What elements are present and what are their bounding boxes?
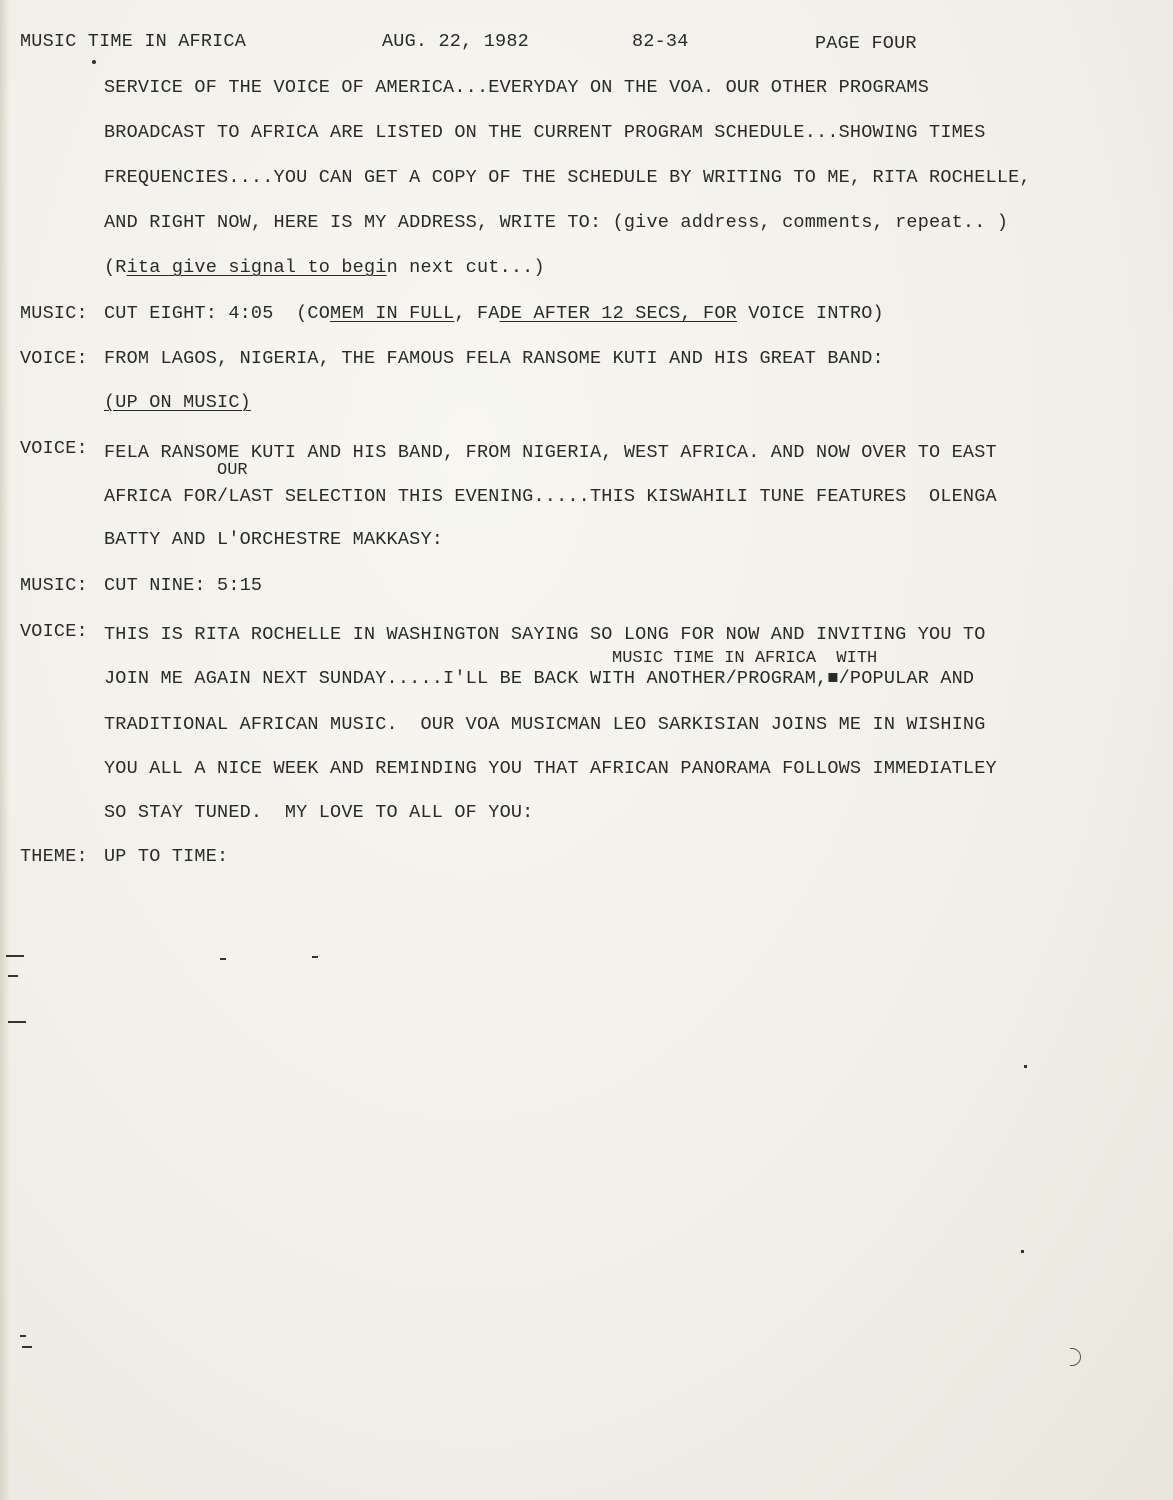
stray-mark xyxy=(312,956,318,958)
body-line: FELA RANSOME KUTI AND HIS BAND, FROM NIGERIA, WEST AFRICA. AND NOW OVER TO EAST xyxy=(104,442,997,463)
stray-mark xyxy=(20,1335,26,1337)
voice-label: VOICE: xyxy=(20,348,88,369)
music-cue-part: , FA xyxy=(454,303,500,324)
music-label: MUSIC: xyxy=(20,303,88,324)
body-line: UP TO TIME: xyxy=(104,846,229,867)
body-line: BATTY AND L'ORCHESTRE MAKKASY: xyxy=(104,529,444,550)
body-line-cue: (UP ON MUSIC) xyxy=(104,392,251,413)
cue-part: (R xyxy=(104,257,127,278)
stray-mark xyxy=(6,955,24,957)
stray-mark xyxy=(1021,1250,1024,1253)
body-line: JOIN ME AGAIN NEXT SUNDAY.....I'LL BE BACK WITH ANOTHER/PROGRAM,■/POPULAR AND xyxy=(104,668,975,689)
body-line: TRADITIONAL AFRICAN MUSIC. OUR VOA MUSICMAN LEO SARKISIAN JOINS ME IN WISHING xyxy=(104,714,986,735)
header-program: MUSIC TIME IN AFRICA xyxy=(20,31,247,52)
insert-above-line: OUR xyxy=(217,461,248,480)
stray-mark xyxy=(8,975,18,977)
music-label: MUSIC: xyxy=(20,575,88,596)
stray-mark xyxy=(92,60,96,64)
body-line: YOU ALL A NICE WEEK AND REMINDING YOU THAT AFRICAN PANORAMA FOLLOWS IMMEDIATLEY xyxy=(104,758,997,779)
music-cue-part-underlined: MEM IN FULL xyxy=(330,303,455,324)
header-date: AUG. 22, 1982 xyxy=(382,31,529,52)
music-cue-part-underlined: DE AFTER 12 SECS, FOR xyxy=(499,303,737,324)
body-line: CUT NINE: 5:15 xyxy=(104,575,263,596)
header-number: 82-34 xyxy=(632,31,689,52)
stray-mark xyxy=(22,1346,32,1348)
body-line: SERVICE OF THE VOICE OF AMERICA...EVERYDAY ON THE VOA. OUR OTHER PROGRAMS xyxy=(104,77,930,98)
voice-label: VOICE: xyxy=(20,438,88,459)
stray-mark xyxy=(8,1021,26,1023)
music-cue-part: CUT EIGHT: 4:05 (CO xyxy=(104,303,331,324)
body-line: AFRICA FOR/LAST SELECTION THIS EVENING.....THIS KISWAHILI TUNE FEATURES OLENGA xyxy=(104,486,997,507)
body-line: FREQUENCIES....YOU CAN GET A COPY OF THE SCHEDULE BY WRITING TO ME, RITA ROCHELLE, xyxy=(104,167,1031,188)
stray-mark xyxy=(1024,1065,1027,1068)
music-cue-part: VOICE INTRO) xyxy=(736,303,884,324)
paper-edge-shadow xyxy=(0,0,10,1500)
body-line: AND RIGHT NOW, HERE IS MY ADDRESS, WRITE TO: (give address, comments, repeat.. ) xyxy=(104,212,1009,233)
body-line: BROADCAST TO AFRICA ARE LISTED ON THE CURRENT PROGRAM SCHEDULE...SHOWING TIMES xyxy=(104,122,986,143)
cue-part: n next cut...) xyxy=(386,257,545,278)
music-cue-line xyxy=(104,305,884,324)
cue-part-underlined: ita give signal to begi xyxy=(126,257,387,278)
body-line: THIS IS RITA ROCHELLE IN WASHINGTON SAYING SO LONG FOR NOW AND INVITING YOU TO xyxy=(104,624,986,645)
stray-mark xyxy=(1070,1348,1081,1366)
body-line-handwritten-cue xyxy=(104,259,545,278)
body-line: SO STAY TUNED. MY LOVE TO ALL OF YOU: xyxy=(104,802,534,823)
header-page: PAGE FOUR xyxy=(815,33,917,54)
theme-label: THEME: xyxy=(20,846,88,867)
stray-mark xyxy=(220,958,226,960)
insert-above-line: MUSIC TIME IN AFRICA WITH xyxy=(612,649,878,668)
voice-label: VOICE: xyxy=(20,621,88,642)
body-line: FROM LAGOS, NIGERIA, THE FAMOUS FELA RANSOME KUTI AND HIS GREAT BAND: xyxy=(104,348,884,369)
